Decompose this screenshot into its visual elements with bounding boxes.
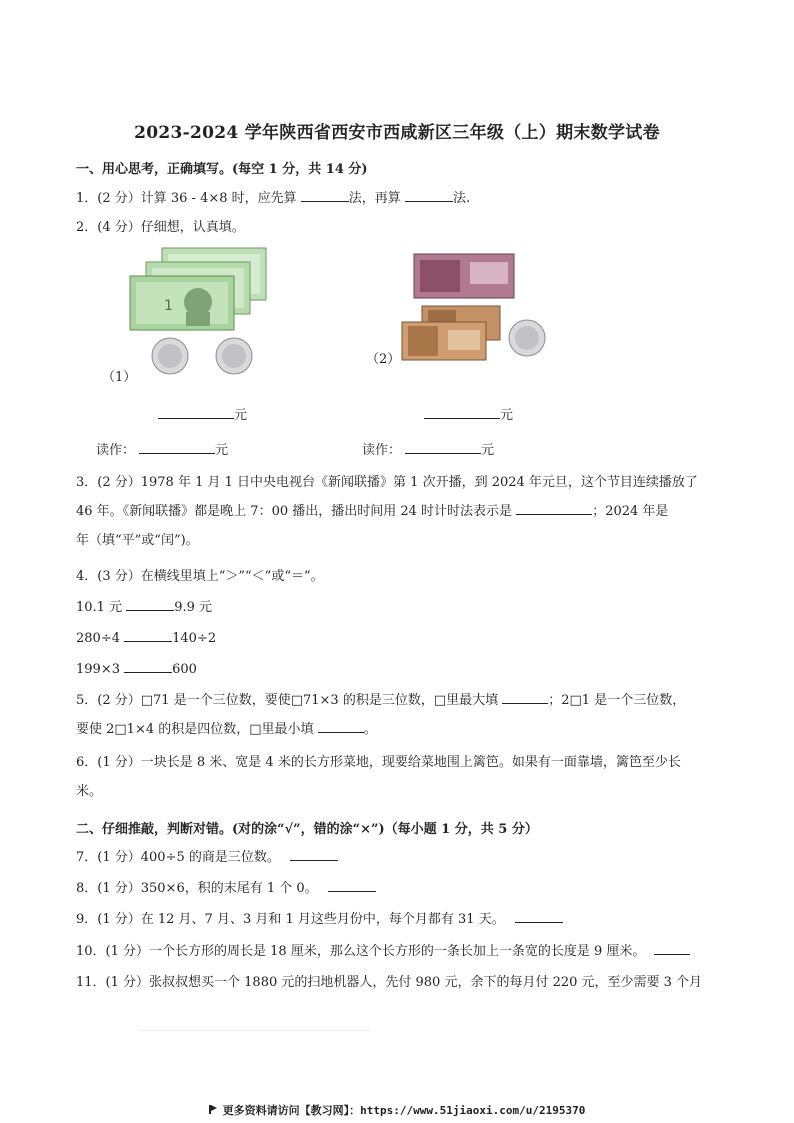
q4-blank-1[interactable] xyxy=(126,596,174,611)
q4-r2-left: 280÷4 xyxy=(76,631,120,646)
banknote-purple xyxy=(414,254,514,298)
q2-read-label-1: 读作： xyxy=(96,443,136,458)
q3-blank-1[interactable] xyxy=(516,500,592,515)
banknote-3 xyxy=(130,276,234,330)
question-9 xyxy=(76,905,722,934)
footer xyxy=(0,1102,794,1118)
q7-blank[interactable] xyxy=(290,846,338,861)
q5-line-2 xyxy=(76,715,722,744)
q4-row-1 xyxy=(76,593,722,622)
page-title: 2023-2024 学年陕西省西安市西咸新区三年级（上）期末数学试卷 xyxy=(134,123,660,143)
q2-label-1: （1） xyxy=(102,370,137,385)
banknote-brown-2 xyxy=(402,322,486,360)
q9-blank[interactable] xyxy=(515,908,563,923)
coin-1 xyxy=(152,338,188,374)
question-11: 11．(1 分）张叔叔想买一个 1880 元的扫地机器人，先付 980 元，余下的每月付 220 元，至少需要 3 个月 xyxy=(76,975,703,990)
q2-read-blank-1[interactable] xyxy=(139,439,215,454)
q7-text: 7．(1 分）400÷5 的商是三位数。 xyxy=(76,850,280,865)
q1-text-b: 法，再算 xyxy=(348,191,401,206)
q2-read-unit-2: 元 xyxy=(481,443,495,458)
q4-r1-right: 9.9 元 xyxy=(174,600,213,615)
question-5 xyxy=(76,686,722,744)
question-8 xyxy=(76,874,722,903)
q4-row-2 xyxy=(76,624,722,653)
question-4 xyxy=(76,562,722,684)
svg-text:1: 1 xyxy=(164,298,173,314)
footer-text[interactable]: 更多资料请访问【教习网】：https://www.51jiaoxi.com/u/2195370 xyxy=(222,1104,586,1117)
q4-r1-left: 10.1 元 xyxy=(76,600,123,615)
q8-blank[interactable] xyxy=(328,877,376,892)
q5-text-d: 。 xyxy=(363,722,377,737)
q2-blank-1[interactable] xyxy=(158,404,234,419)
flag-icon xyxy=(209,1105,219,1114)
coin-2 xyxy=(216,338,252,374)
q4-stem: 4．(3 分）在横线里填上“＞”“＜”或“＝”。 xyxy=(76,569,324,584)
coin-3 xyxy=(509,320,545,356)
question-10 xyxy=(76,937,736,966)
q6-line-2: 米。 xyxy=(76,784,103,799)
q5-blank-2[interactable] xyxy=(318,718,364,733)
q5-text-a: 5．(2 分）□71 是一个三位数，要使□71×3 的积是三位数，□里最大填 xyxy=(76,693,499,708)
q2-read-1 xyxy=(96,439,228,458)
q1-text-a: 1．(2 分）计算 36 - 4×8 时，应先算 xyxy=(76,191,297,206)
q2-read-blank-2[interactable] xyxy=(405,439,481,454)
q10-blank[interactable] xyxy=(654,940,690,955)
q5-text-b: ；2□1 是一个三位数， xyxy=(548,693,686,708)
q1-blank-1[interactable] xyxy=(301,187,349,202)
q3-line-2 xyxy=(76,497,722,526)
q2-label-2: （2） xyxy=(366,352,401,367)
q10-text: 10．(1 分）一个长方形的周长是 18 厘米，那么这个长方形的一条长加上一条宽的长度是 9 厘米。 xyxy=(76,944,646,959)
question-6 xyxy=(76,748,722,806)
section-2-heading: 二、仔细推敲，判断对错。(对的涂“√”，错的涂“×”)（每小题 1 分，共 5 分） xyxy=(76,822,538,837)
question-1 xyxy=(76,184,722,213)
q3-text-a: 46 年。《新闻联播》都是晚上 7：00 播出，播出时间用 24 时计时法表示是 xyxy=(76,504,513,519)
divider xyxy=(140,1030,370,1031)
section-1-heading: 一、用心思考，正确填写。(每空 1 分，共 14 分) xyxy=(76,162,368,177)
q4-row-3 xyxy=(76,655,722,684)
q2-unit-1: 元 xyxy=(234,408,248,423)
q9-text: 9．(1 分）在 12 月、7 月、3 月和 1 月这些月份中，每个月都有 31 天。 xyxy=(76,912,505,927)
money-image-2 xyxy=(400,252,550,364)
q2-read-unit-1: 元 xyxy=(215,443,229,458)
q2-read-2 xyxy=(362,439,494,458)
q2-read-label-2: 读作： xyxy=(362,443,402,458)
q4-blank-2[interactable] xyxy=(124,627,172,642)
money-image-1 xyxy=(128,246,270,380)
q2-answer-2 xyxy=(424,404,513,423)
q3-text-b: ；2024 年是 xyxy=(592,504,669,519)
q8-text: 8．(1 分）350×6，积的末尾有 1 个 0。 xyxy=(76,881,318,896)
question-2-stem: 2．(4 分）仔细想，认真填。 xyxy=(76,220,245,235)
q3-line-3: 年（填“平”或“闰”)。 xyxy=(76,533,199,548)
q5-text-c: 要使 2□1×4 的积是四位数，□里最小填 xyxy=(76,722,314,737)
question-3 xyxy=(76,468,722,555)
q1-text-c: 法. xyxy=(452,191,471,206)
q6-line-1: 6．(1 分）一块长是 8 米、宽是 4 米的长方形菜地，现要给菜地围上篱笆。如果有一面靠墙，篱笆至少长 xyxy=(76,755,681,770)
q1-blank-2[interactable] xyxy=(405,187,453,202)
q2-blank-2[interactable] xyxy=(424,404,500,419)
q5-blank-1[interactable] xyxy=(502,689,548,704)
q4-r3-left: 199×3 xyxy=(76,662,120,677)
q2-answer-1 xyxy=(158,404,247,423)
q4-r2-right: 140÷2 xyxy=(172,631,217,646)
q4-r3-right: 600 xyxy=(172,662,197,677)
question-7 xyxy=(76,843,722,872)
q2-unit-2: 元 xyxy=(500,408,514,423)
q3-line-1: 3．(2 分）1978 年 1 月 1 日中央电视台《新闻联播》第 1 次开播，到 2024 年元旦，这个节目连续播放了 xyxy=(76,475,698,490)
q5-line-1 xyxy=(76,686,722,715)
q4-blank-3[interactable] xyxy=(124,658,172,673)
